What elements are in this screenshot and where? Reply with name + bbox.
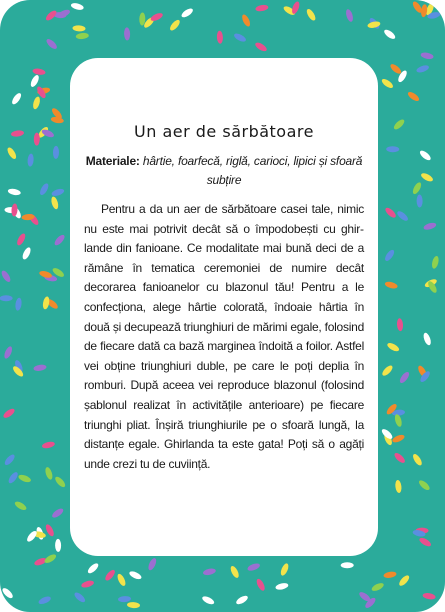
confetti-sprinkle (420, 172, 434, 183)
confetti-sprinkle (53, 233, 66, 247)
confetti-sprinkle (15, 297, 23, 311)
confetti-sprinkle (431, 255, 440, 269)
confetti-sprinkle (202, 567, 216, 576)
confetti-sprinkle (50, 116, 64, 124)
confetti-sprinkle (383, 248, 395, 262)
confetti-sprinkle (386, 341, 400, 353)
confetti-sprinkle (341, 562, 354, 568)
confetti-sprinkle (3, 345, 14, 359)
confetti-sprinkle (33, 364, 47, 372)
content-panel (70, 58, 378, 556)
confetti-sprinkle (422, 332, 432, 346)
confetti-sprinkle (76, 32, 90, 39)
confetti-sprinkle (6, 146, 18, 160)
confetti-sprinkle (51, 507, 65, 519)
confetti-sprinkle (168, 18, 181, 32)
confetti-sprinkle (229, 565, 240, 579)
confetti-sprinkle (11, 130, 25, 138)
confetti-sprinkle (18, 473, 32, 483)
confetti-sprinkle (384, 206, 398, 219)
confetti-sprinkle (391, 433, 405, 444)
confetti-sprinkle (201, 595, 215, 606)
confetti-sprinkle (416, 194, 422, 207)
confetti-sprinkle (116, 573, 127, 587)
confetti-sprinkle (3, 453, 16, 467)
confetti-sprinkle (45, 37, 59, 50)
confetti-sprinkle (0, 269, 12, 283)
confetti-sprinkle (241, 13, 252, 27)
confetti-sprinkle (44, 466, 54, 480)
confetti-sprinkle (73, 591, 87, 604)
confetti-sprinkle (147, 557, 158, 571)
confetti-sprinkle (305, 8, 317, 22)
confetti-sprinkle (118, 596, 131, 603)
confetti-sprinkle (13, 500, 27, 512)
confetti-sprinkle (255, 4, 269, 12)
confetti-sprinkle (38, 182, 50, 196)
confetti-sprinkle (417, 479, 431, 492)
confetti-sprinkle (128, 570, 142, 581)
confetti-sprinkle (50, 196, 59, 210)
confetti-sprinkle (72, 25, 85, 32)
confetti-sprinkle (397, 318, 404, 331)
confetti-sprinkle (420, 4, 428, 18)
confetti-sprinkle (416, 64, 430, 74)
confetti-sprinkle (15, 232, 26, 246)
confetti-sprinkle (371, 581, 385, 592)
confetti-sprinkle (383, 571, 397, 579)
confetti-sprinkle (38, 595, 52, 606)
confetti-sprinkle (127, 602, 140, 609)
confetti-sprinkle (384, 281, 398, 290)
confetti-sprinkle (34, 133, 40, 146)
confetti-sprinkle (7, 471, 19, 485)
confetti-sprinkle (418, 149, 432, 162)
confetti-sprinkle (0, 295, 13, 301)
confetti-sprinkle (389, 62, 403, 75)
confetti-sprinkle (104, 568, 117, 582)
confetti-sprinkle (2, 407, 16, 419)
confetti-sprinkle (180, 7, 194, 19)
confetti-sprinkle (235, 594, 249, 606)
instructions-paragraph: Pentru a da un aer de sărbătoare casei tale, nimic nu este mai potrivit decât să o împodobești cu ghirlande din fanioane. Ce modalitate mai bună deci de a rămâne în tematica ceremoniei de numire decât decorarea fanioanelor cu blazonul tău! Pentru a le confecționa, alege hârtie colorată, îndoaie hârtia în două și decupează triunghiuri de mărimi egale, folosind de fiecare dată ca bază marginea îndoită a foilor. Astfel vei obține triunghiuri duble, pe care le poți deplia în romburi. După aceea vei reproduce blazonul (folosind șablonul realizat în activitățile anterioare) pe fiecare triunghi pliat. Înșiră triunghiurile pe o sfoară lungă, la distanțe egale. Ghirlanda ta este gata! Poți să o agăți unde crezi tu de cuviință. (84, 202, 364, 471)
confetti-sprinkle (420, 52, 434, 61)
confetti-sprinkle (217, 31, 224, 44)
confetti-sprinkle (10, 92, 22, 106)
confetti-sprinkle (396, 210, 410, 223)
confetti-sprinkle (406, 90, 420, 102)
confetti-sprinkle (247, 562, 261, 572)
confetti-sprinkle (54, 475, 67, 489)
confetti-sprinkle (275, 582, 289, 591)
confetti-sprinkle (86, 562, 100, 575)
confetti-sprinkle (418, 536, 432, 548)
confetti-sprinkle (233, 32, 247, 43)
confetti-sprinkle (1, 586, 15, 599)
confetti-sprinkle (27, 153, 34, 166)
confetti-sprinkle (53, 146, 59, 159)
confetti-sprinkle (398, 371, 411, 385)
confetti-sprinkle (255, 578, 266, 592)
materials-line (84, 152, 364, 190)
confetti-sprinkle (423, 222, 437, 232)
confetti-sprinkle (42, 296, 50, 310)
confetti-sprinkle (394, 413, 403, 427)
confetti-sprinkle (55, 539, 61, 552)
confetti-sprinkle (44, 523, 55, 537)
confetti-sprinkle (32, 68, 46, 76)
confetti-sprinkle (139, 12, 145, 25)
confetti-sprinkle (411, 181, 423, 195)
confetti-sprinkle (381, 364, 394, 377)
confetti-sprinkle (383, 28, 397, 41)
confetti-sprinkle (41, 441, 55, 450)
confetti-sprinkle (392, 118, 406, 131)
confetti-sprinkle (279, 562, 290, 576)
page-title: Un aer de sărbătoare (134, 122, 314, 141)
confetti-sprinkle (29, 74, 40, 88)
confetti-sprinkle (422, 592, 436, 600)
confetti-sprinkle (32, 96, 41, 110)
confetti-sprinkle (395, 480, 403, 494)
materials-items: hârtie, foarfecă, riglă, carioci, lipici și sfoară subțire (142, 154, 363, 187)
confetti-sprinkle (124, 27, 130, 40)
confetti-sprinkle (70, 2, 84, 11)
confetti-sprinkle (345, 8, 355, 22)
confetti-sprinkle (398, 574, 411, 588)
confetti-sprinkle (7, 188, 21, 196)
confetti-sprinkle (386, 146, 399, 152)
confetti-sprinkle (411, 453, 423, 467)
confetti-sprinkle (81, 579, 95, 589)
confetti-sprinkle (21, 246, 32, 260)
materials-label: Materiale: (85, 154, 140, 168)
confetti-sprinkle (254, 41, 268, 53)
confetti-sprinkle (393, 451, 407, 464)
confetti-sprinkle (51, 188, 65, 198)
confetti-sprinkle (380, 77, 394, 89)
